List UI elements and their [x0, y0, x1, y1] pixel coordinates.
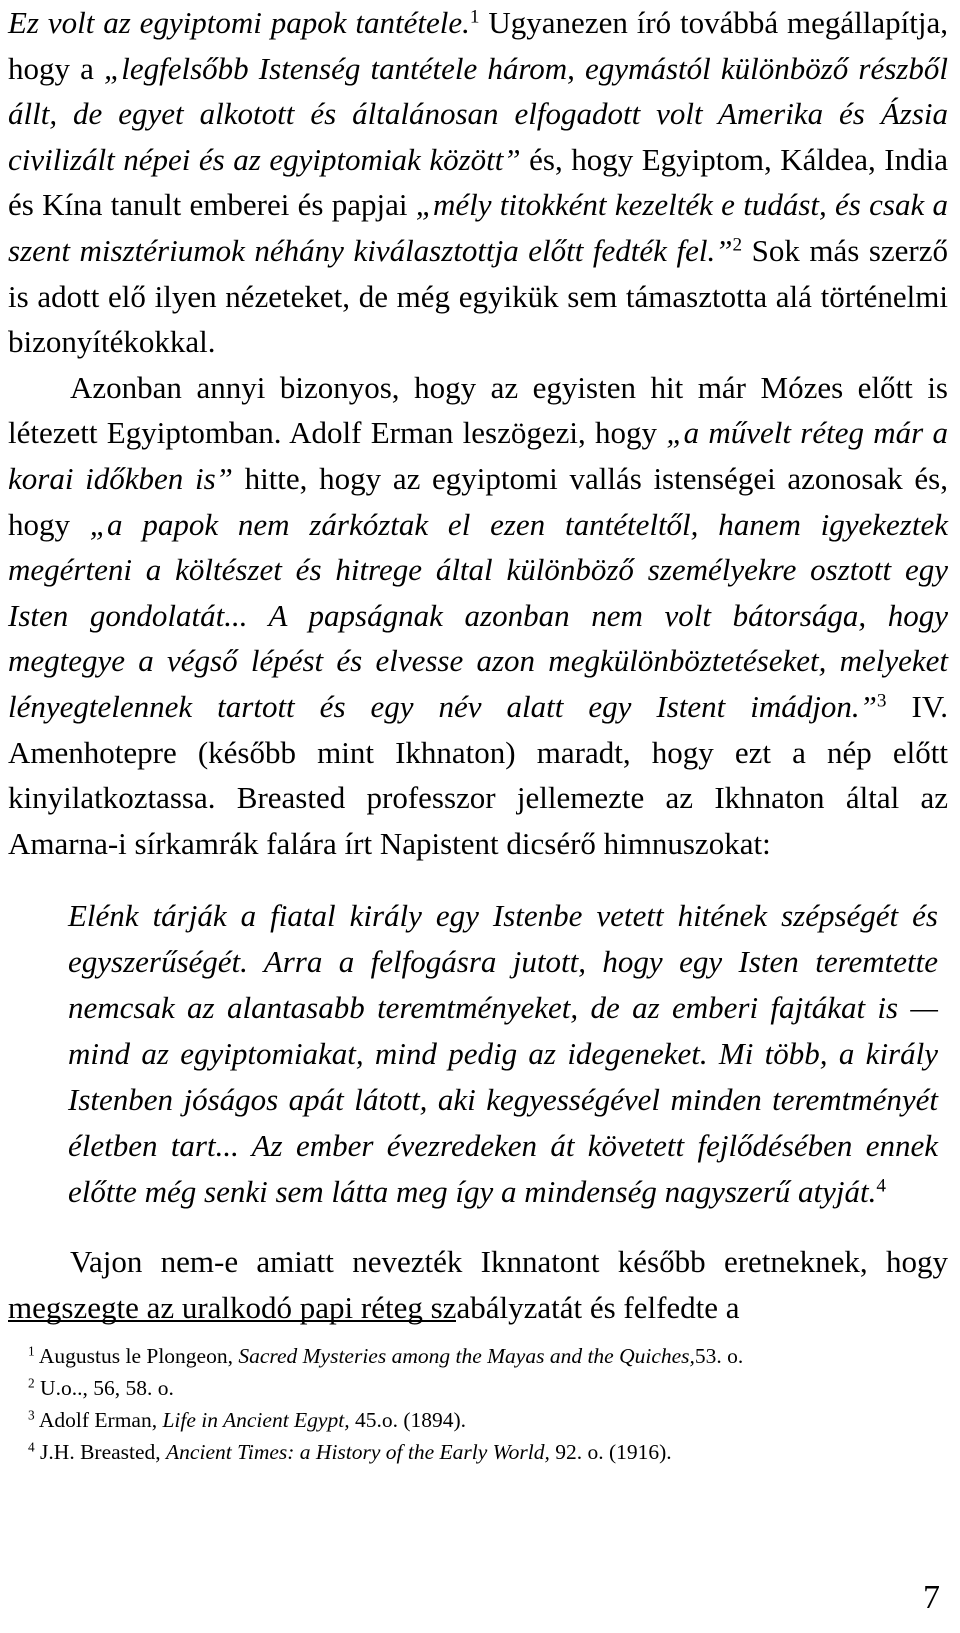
footnotes	[8, 1340, 948, 1468]
footnote-4	[8, 1436, 948, 1468]
italic-text: Ez volt az egyiptomi papok tantétele.	[8, 5, 470, 40]
quotation-text: „a papok nem zárkóztak el ezen tantételtől, hanem igyekeztek megérteni a költészet és hitrege által különböző személyekre osztott egy Isten gondolatát... A papságnak azonban nem volt bátorsága, hogy megtegye a végső lépést és elvesse azon megkülönböztetéseket, melyeket lényegtelennek tartott és egy név alatt egy Istent imádjon.”	[8, 506, 948, 724]
quotation-text: „a művelt réteg már a korai időkben is”	[8, 415, 948, 496]
quote-body: Elénk tárják a fiatal király egy Istenbe vetett hitének szépségét és egyszerűségét. Arra a felfogásra jutott, hogy egy Isten teremtette nemcsak az alantasabb teremtményeket, de az emberi fajtákat is — mind az egyiptomiakat, mind pedig az idegeneket. Mi több, a király Istenben jóságos apát látott, aki kegyességével minden teremtményét életben tart... Az ember évezredeken át követett fejlődésében ennek előtte még senki sem látta meg így a mindenség nagyszerű atyját.	[68, 898, 938, 1210]
page-number: 7	[923, 1579, 940, 1616]
paragraph-1	[8, 0, 948, 365]
footnote-ref-2[interactable]: 2	[732, 234, 743, 256]
footnote-text: 53. o.	[694, 1344, 744, 1368]
footnote-number: 2	[28, 1375, 35, 1391]
block-quote	[68, 893, 938, 1215]
body-text: Azonban annyi bizonyos, hogy az egyisten hit már Mózes előtt is létezett Egyiptomban. Adolf Erman leszögezi, hogy	[8, 369, 948, 451]
quotation-text: „legfelsőbb Istenség tantétele három, egymástól különböző részből állt, de egyet alkotott és általánosan elfogadott volt Amerika és Ázsia civilizált népei és az egyiptomiak között”	[8, 50, 948, 177]
footnote-title: Ancient Times: a History of the Early World,	[166, 1440, 550, 1464]
footnote-3	[8, 1404, 948, 1436]
block-quote-text	[68, 893, 938, 1215]
footnote-ref-4[interactable]: 4	[876, 1175, 887, 1197]
footnote-title: Sacred Mysteries among the Mayas and the Quiches,	[238, 1344, 695, 1368]
footnote-text: Augustus le Plongeon,	[34, 1344, 239, 1368]
footnote-ref-1[interactable]: 1	[469, 6, 480, 28]
footnote-2	[8, 1372, 948, 1404]
body-text: és, hogy Egyiptom, Káldea, India és Kína tanult emberei és papjai	[8, 141, 948, 223]
body-text: Ugyanezen író továbbá megállapítja, hogy a	[8, 5, 948, 86]
footnote-text: U.o.., 56, 58. o.	[34, 1376, 174, 1400]
footnote-number: 3	[28, 1407, 35, 1423]
quotation-text: „mély titokként kezelték e tudást, és csak a szent misztériumok néhány kiválasztottja előtt fedték fel.”	[8, 187, 949, 268]
footnote-title: Life in Ancient Egypt,	[162, 1408, 350, 1432]
footnote-text: 45.o. (1894).	[349, 1408, 467, 1432]
footnote-number: 4	[28, 1439, 35, 1455]
body-text: hitte, hogy az egyiptomi vallás istenségei azonosak és, hogy	[8, 460, 948, 542]
footnote-1	[8, 1340, 948, 1372]
body-text: IV. Amenhotepre (később mint Ikhnaton) maradt, hogy ezt a nép előtt kinyilatkoztassa. Breasted professzor jellemezte az Ikhnaton által az Amarna-i sírkamrák falára írt Napistent dicsérő himnuszokat:	[8, 688, 948, 861]
footnote-text: J.H. Breasted,	[34, 1440, 167, 1464]
footnote-text: 92. o. (1916).	[549, 1440, 672, 1464]
footnote-separator	[8, 1320, 456, 1322]
paragraph-3: Vajon nem-e amiatt nevezték Iknnatont később eretneknek, hogy megszegte az uralkodó papi réteg szabályzatát és felfedte a	[8, 1244, 948, 1325]
body-text: Sok más szerző is adott elő ilyen nézeteket, de még egyikük sem támasztotta alá történelmi bizonyítékokkal.	[8, 232, 949, 360]
document-page	[8, 0, 949, 1616]
footnote-text: Adolf Erman,	[34, 1408, 163, 1432]
paragraph-2	[8, 365, 948, 867]
footnote-ref-3[interactable]: 3	[876, 690, 887, 712]
footnote-number: 1	[28, 1343, 35, 1359]
